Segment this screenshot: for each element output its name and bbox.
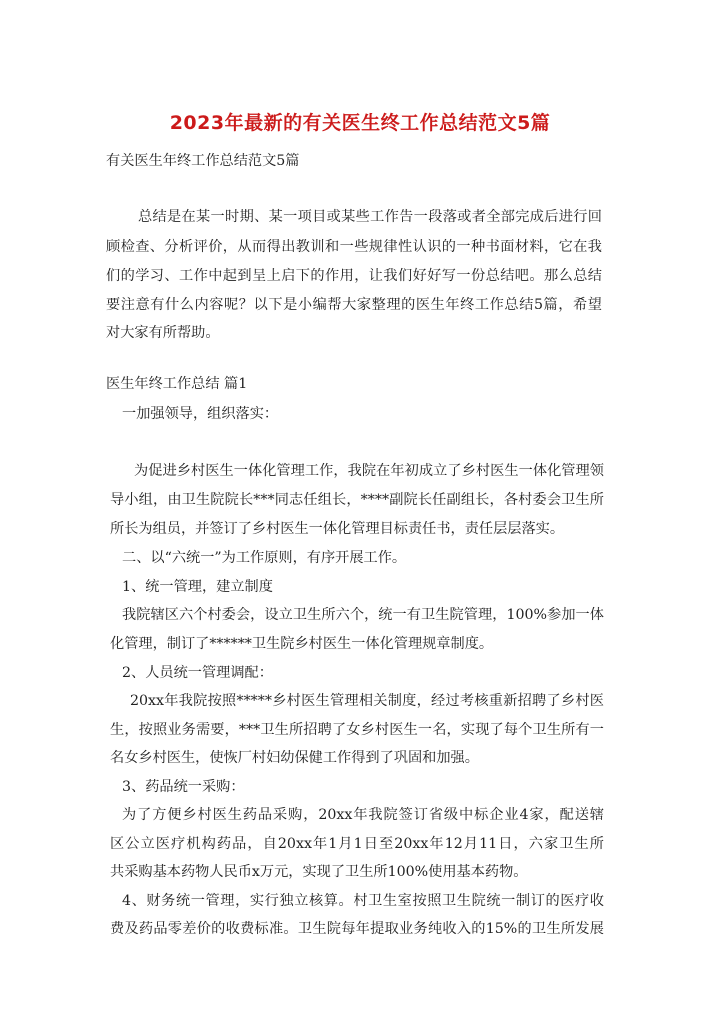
item-body-line: 生，按照业务需要，***卫生所招聘了女乡村医生一名，实现了每个卫生所有一 <box>110 722 604 738</box>
intro-line: 总结是在某一时期、某一项目或某些工作告一段落或者全部完成后进行回 <box>138 209 602 225</box>
intro-line: 顾检查、分析评价，从而得出教训和一些规律性认识的一种书面材料，它在我 <box>106 239 602 255</box>
intro-line: 要注意有什么内容呢？以下是小编帮大家整理的医生年终工作总结5篇，希望 <box>106 297 602 313</box>
intro-line: 们的学习、工作中起到呈上启下的作用，让我们好好写一份总结吧。那么总结 <box>106 268 602 284</box>
item-body-line: 区公立医疗机构药品，自20xx年1月1日至20xx年12月11日，六家卫生所 <box>110 836 604 852</box>
section-heading: 医生年终工作总结 篇1 <box>106 376 248 392</box>
item-body-line: 费及药品零差价的收费标准。卫生院每年提取业务纯收入的15%的卫生所发展 <box>110 921 604 937</box>
document-subtitle: 有关医生年终工作总结范文5篇 <box>106 153 300 169</box>
document-title: 2023年最新的有关医生终工作总结范文5篇 <box>169 112 551 134</box>
item-heading-2: 2、人员统一管理调配： <box>122 665 273 681</box>
para-line: 为促进乡村医生一体化管理工作，我院在年初成立了乡村医生一体化管理领 <box>134 463 604 479</box>
point-heading-2: 二、以“六统一”为工作原则，有序开展工作。 <box>122 550 407 566</box>
point-heading-1: 一加强领导，组织落实： <box>122 406 279 422</box>
item-body-line: 共采购基本药物人民币x万元，实现了卫生所100%使用基本药物。 <box>110 864 528 880</box>
item-body-line: 为了方便乡村医生药品采购，20xx年我院签订省级中标企业4家，配送辖 <box>122 807 604 823</box>
item-heading-3: 3、药品统一采购： <box>122 779 245 795</box>
para-line: 导小组，由卫生院院长***同志任组长，****副院长任副组长，各村委会卫生所 <box>110 492 604 508</box>
item-heading-1: 1、统一管理，建立制度 <box>122 579 273 595</box>
item-heading-4: 4、财务统一管理，实行独立核算。村卫生室按照卫生院统一制订的医疗收 <box>122 893 604 909</box>
item-body-line: 化管理，制订了******卫生院乡村医生一体化管理规章制度。 <box>110 636 494 652</box>
intro-line: 对大家有所帮助。 <box>106 325 220 341</box>
para-line: 所长为组员，并签订了乡村医生一体化管理目标责任书，责任层层落实。 <box>110 521 565 537</box>
item-body-line: 20xx年我院按照*****乡村医生管理相关制度，经过考核重新招聘了乡村医 <box>130 693 604 709</box>
item-body-line: 名女乡村医生，使恢厂村妇幼保健工作得到了巩固和加强。 <box>110 750 479 766</box>
item-body-line: 我院辖区六个村委会，设立卫生所六个，统一有卫生院管理，100%参加一体 <box>122 607 604 623</box>
